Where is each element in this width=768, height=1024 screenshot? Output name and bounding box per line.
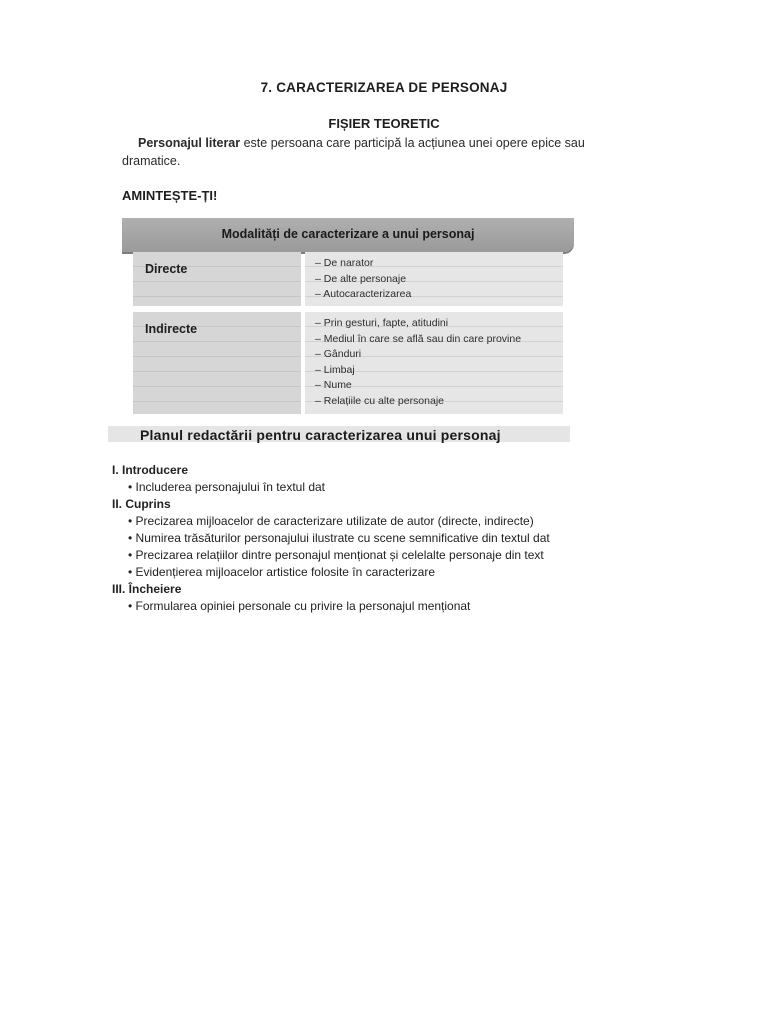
table-row-directe [133,252,563,306]
definition-term: Personajul literar [138,136,241,150]
outline-item: • Includerea personajului în textul dat [112,479,582,496]
list-item: – Nume [315,378,521,394]
outline-item: • Evidențierea mijloacelor artistice folosite în caracterizare [112,564,582,581]
table-cell-category [133,312,301,414]
list-item: – Relațiile cu alte personaje [315,394,521,410]
page-title: 7. CARACTERIZAREA DE PERSONAJ [260,80,508,95]
list-item: – De alte personaje [315,272,411,288]
outline-section-heading: I. Introducere [112,463,189,477]
table-row-indirecte [133,312,563,414]
outline-section-heading: II. Cuprins [112,497,171,511]
table-header [122,218,574,252]
plan-outline [112,462,582,615]
list-item: – De narator [315,256,411,272]
remember-heading: AMINTEȘTE-ȚI! [122,188,218,203]
list-item: – Mediul în care se află sau din care provine [315,332,521,348]
outline-item: • Formularea opiniei personale cu privire la personajul menționat [112,598,582,615]
outline-section-heading: III. Încheiere [112,582,182,596]
list-item: – Prin gesturi, fapte, atitudini [315,316,521,332]
category-label: Indirecte [145,322,198,336]
table-cell-items [305,312,563,414]
list-item: – Gânduri [315,347,521,363]
list-item: – Limbaj [315,363,521,379]
outline-item: • Precizarea relațiilor dintre personajul menționat și celelalte personaje din text [112,547,582,564]
definition-text: este persoana care participă la acțiunea unei opere epice sau dramatice. [122,136,585,168]
list-item: – Autocaracterizarea [315,287,411,303]
plan-title: Planul redactării pentru caracterizarea unui personaj [140,427,501,443]
outline-item: • Numirea trăsăturilor personajului ilustrate cu scene semnificative din textul dat [112,530,582,547]
table-body [133,252,563,414]
table-header-text: Modalități de caracterizare a unui personaj [221,227,475,241]
table-cell-category [133,252,301,306]
characterization-table [122,218,574,416]
items-list [315,256,411,303]
table-cell-items [305,252,563,306]
section-subtitle: FIȘIER TEORETIC [328,116,440,131]
outline-item: • Precizarea mijloacelor de caracterizare utilizate de autor (directe, indirecte) [112,513,582,530]
items-list [315,316,521,409]
category-label: Directe [145,262,188,276]
definition-paragraph [122,134,592,170]
